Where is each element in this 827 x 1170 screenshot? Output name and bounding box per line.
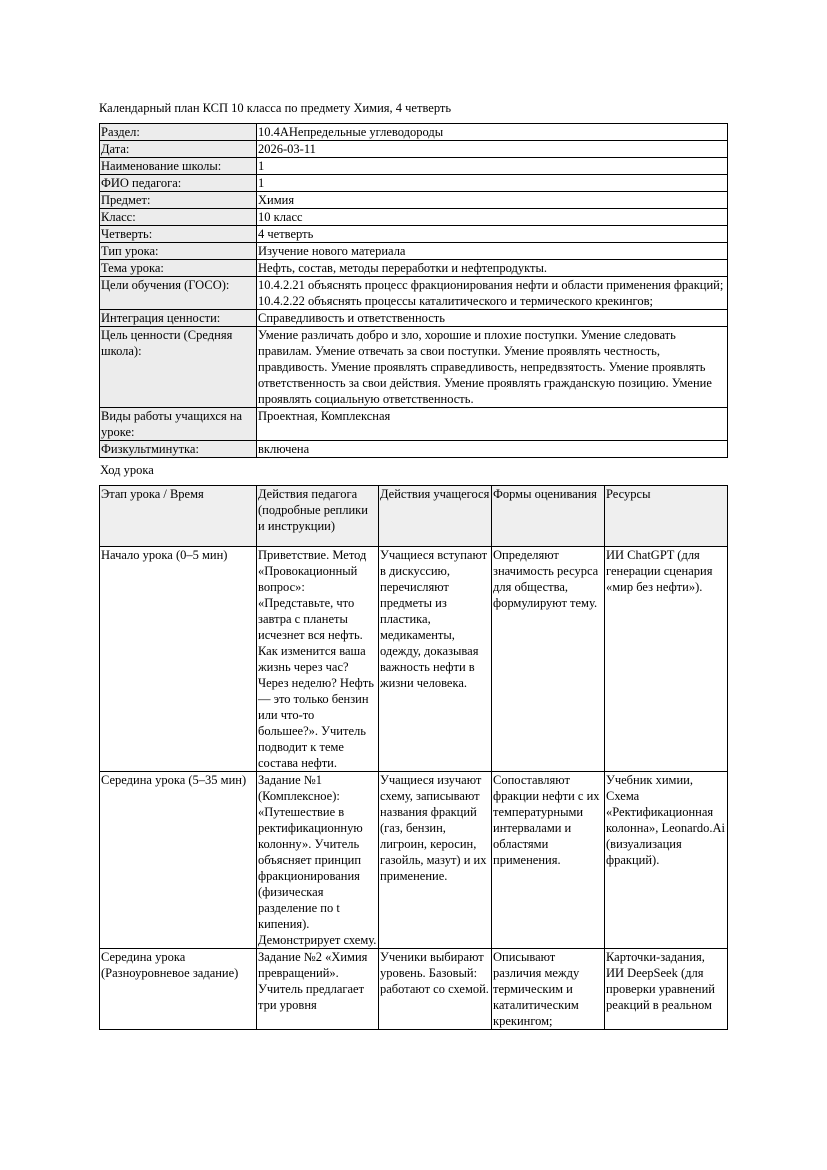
info-row — [100, 158, 728, 175]
info-value: 1 — [257, 158, 728, 175]
info-label: Наименование школы: — [100, 158, 257, 175]
info-value: 10 класс — [257, 209, 728, 226]
lesson-header-cell: Действия учащегося — [379, 486, 492, 547]
info-row — [100, 124, 728, 141]
info-row — [100, 327, 728, 408]
info-label: Четверть: — [100, 226, 257, 243]
lesson-cell-text: Середина урока (Разноуровневое задание) — [101, 950, 239, 980]
document-title: Календарный план КСП 10 класса по предмету Химия, 4 четверть — [99, 101, 452, 115]
info-value: Справедливость и ответственность — [257, 310, 728, 327]
info-value: Химия — [257, 192, 728, 209]
lesson-cell-stage: Середина урока (5–35 мин) — [100, 772, 257, 949]
info-row — [100, 226, 728, 243]
info-row — [100, 175, 728, 192]
lesson-cell-resources — [605, 949, 728, 1030]
lesson-row — [100, 772, 728, 949]
lesson-row — [100, 949, 728, 1030]
info-row — [100, 192, 728, 209]
info-label: Раздел: — [100, 124, 257, 141]
lesson-cell-student — [379, 949, 492, 1030]
info-label: Предмет: — [100, 192, 257, 209]
lesson-header-cell: Этап урока / Время — [100, 486, 257, 547]
lesson-cell-assessment: Сопоставляют фракции нефти с их температурными интервалами и областями применения. — [492, 772, 605, 949]
lesson-cell-assessment: Определяют значимость ресурса для общества, формулируют тему. — [492, 547, 605, 772]
lesson-cell-assessment — [492, 949, 605, 1030]
info-label: Тема урока: — [100, 260, 257, 277]
lesson-cell-resources: ИИ ChatGPT (для генерации сценария «мир без нефти»). — [605, 547, 728, 772]
info-value: Изучение нового материала — [257, 243, 728, 260]
info-row — [100, 441, 728, 458]
info-value: Нефть, состав, методы переработки и нефтепродукты. — [257, 260, 728, 277]
info-value: 4 четверть — [257, 226, 728, 243]
lesson-cell-text: Описывают различия между термическим и каталитическим крекингом; — [493, 950, 580, 1028]
info-label: ФИО педагога: — [100, 175, 257, 192]
info-value: включена — [257, 441, 728, 458]
info-label: Интеграция ценности: — [100, 310, 257, 327]
info-label: Цель ценности (Средняя школа): — [100, 327, 257, 408]
info-row — [100, 277, 728, 310]
lesson-cell-stage: Начало урока (0–5 мин) — [100, 547, 257, 772]
info-row — [100, 260, 728, 277]
info-value: 2026-03-11 — [257, 141, 728, 158]
info-value: Проектная, Комплексная — [257, 408, 728, 441]
lesson-cell-teacher: Приветствие. Метод «Провокационный вопрос»: «Представьте, что завтра с планеты исчезнет вся нефть. Как изменится ваша жизнь через час? Через неделю? Нефть — это только бензин или что-то большее?». Учитель подводит к теме состава нефти. — [257, 547, 379, 772]
info-label: Цели обучения (ГОСО): — [100, 277, 257, 310]
info-row — [100, 141, 728, 158]
lesson-row — [100, 547, 728, 772]
lesson-cell-text: Карточки-задания, ИИ DeepSeek (для проверки уравнений реакций в реальном — [606, 950, 715, 1012]
section-title: Ход урока — [100, 463, 154, 477]
lesson-cell-text: Задание №2 «Химия превращений». Учитель предлагает три уровня — [258, 950, 368, 1012]
info-value: 10.4АНепредельные углеводороды — [257, 124, 728, 141]
info-row — [100, 310, 728, 327]
info-label: Класс: — [100, 209, 257, 226]
lesson-cell-student: Учащиеся изучают схему, записывают названия фракций (газ, бензин, лигроин, керосин, газойль, мазут) и их применение. — [379, 772, 492, 949]
info-label: Виды работы учащихся на уроке: — [100, 408, 257, 441]
lesson-cell-student: Учащиеся вступают в дискуссию, перечисляют предметы из пластика, медикаменты, одежду, доказывая важность нефти в жизни человека. — [379, 547, 492, 772]
info-value: Умение различать добро и зло, хорошие и плохие поступки. Умение следовать правилам. Умение отвечать за свои поступки. Умение проявлять честность, правдивость. Умение проявлять справедливость, непредвзятость. Умение проявлять ответственность за свои действия. Умение проявлять гражданскую позицию. Умение проявлять социальную ответственность. — [257, 327, 728, 408]
info-label: Тип урока: — [100, 243, 257, 260]
info-value: 10.4.2.21 объяснять процесс фракционирования нефти и области применения фракций; 10.4.2.22 объяснять процессы каталитического и термического крекингов; — [257, 277, 728, 310]
lesson-cell-teacher: Задание №1 (Комплексное): «Путешествие в ректификационную колонну». Учитель объясняет принцип фракционирования (физическая разделение по t кипения). Демонстрирует схему. — [257, 772, 379, 949]
lesson-cell-stage — [100, 949, 257, 1030]
lesson-header-cell: Ресурсы — [605, 486, 728, 547]
lesson-header-cell: Действия педагога (подробные реплики и инструкции) — [257, 486, 379, 547]
info-row — [100, 408, 728, 441]
info-row — [100, 209, 728, 226]
info-value: 1 — [257, 175, 728, 192]
lesson-plan-table — [99, 485, 728, 1030]
info-label: Физкультминутка: — [100, 441, 257, 458]
info-label: Дата: — [100, 141, 257, 158]
lesson-header-cell: Формы оценивания — [492, 486, 605, 547]
lesson-header-row — [100, 486, 728, 547]
lesson-info-table — [99, 123, 728, 458]
lesson-cell-text: Ученики выбирают уровень. Базовый: работают со схемой. — [380, 950, 489, 996]
lesson-cell-teacher — [257, 949, 379, 1030]
lesson-cell-resources: Учебник химии, Схема «Ректификационная колонна», Leonardo.Ai (визуализация фракций). — [605, 772, 728, 949]
info-row — [100, 243, 728, 260]
